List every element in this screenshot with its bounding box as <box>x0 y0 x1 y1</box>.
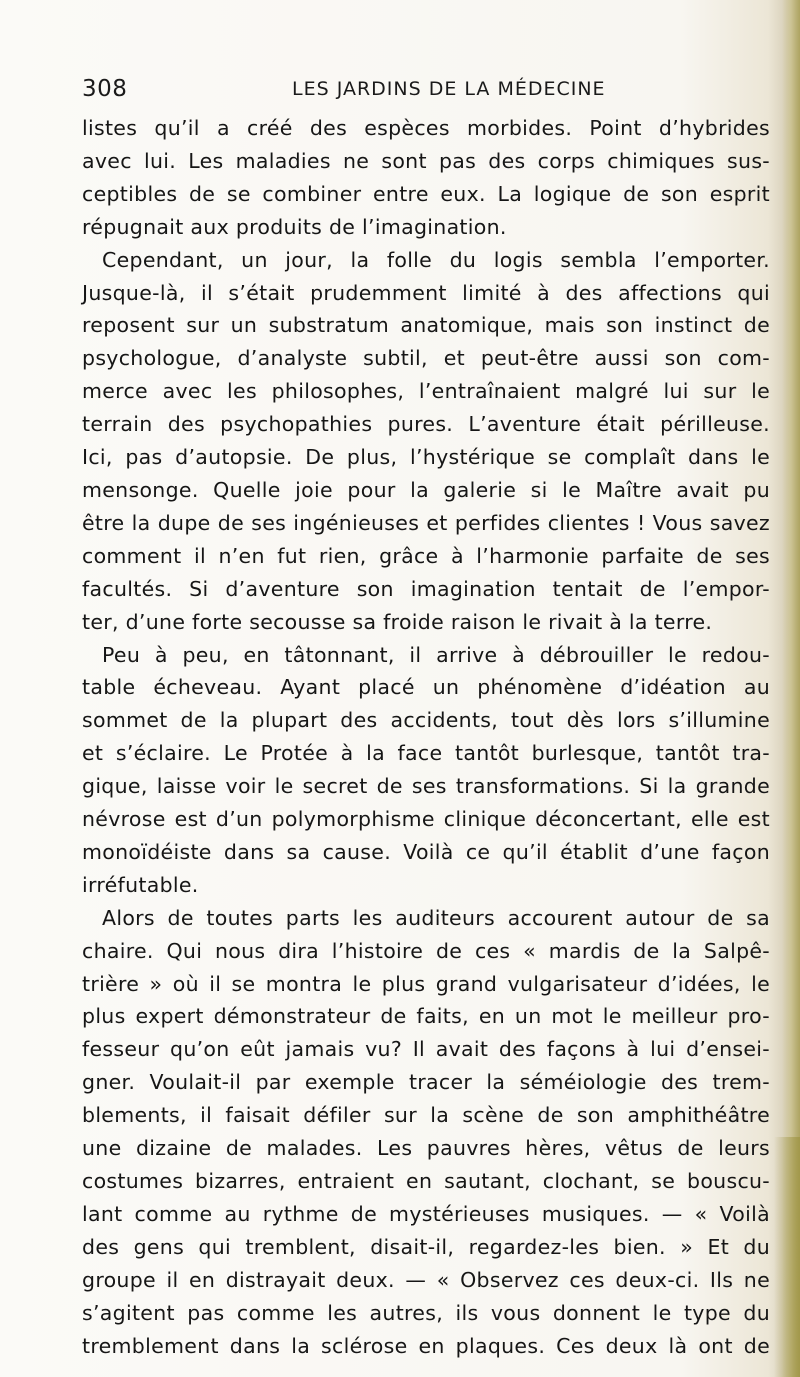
text-line: listes qu’il a créé des espèces morbides. Point d’hybrides <box>82 116 770 140</box>
text-line: table écheveau. Ayant placé un phénomène d’idéation au <box>82 675 770 700</box>
text-line: une dizaine de malades. Les pauvres hères, vêtus de leurs <box>82 1136 770 1161</box>
text-line: mensonge. Quelle joie pour la galerie si le Maître avait pu <box>82 477 770 502</box>
running-head: LES JARDINS DE LA MÉDECINE <box>292 78 606 100</box>
text-line: et s’éclaire. Le Protée à la face tantôt burlesque, tantôt tra- <box>82 741 770 766</box>
text-line: comment il n’en fut rien, grâce à l’harmonie parfaite de ses <box>82 543 770 568</box>
text-line: Ici, pas d’autopsie. De plus, l’hystérique se complaît dans le <box>82 445 770 470</box>
page-corner-shading <box>774 1137 800 1377</box>
text-line: ter, d’une forte secousse sa froide raison le rivait à la terre. <box>82 609 713 634</box>
text-line: fesseur qu’on eût jamais vu? Il avait des façons à lui d’ensei- <box>82 1037 770 1062</box>
text-line: Peu à peu, en tâtonnant, il arrive à débrouiller le redou- <box>102 642 770 667</box>
text-line: monoïdéiste dans sa cause. Voilà ce qu’il établit d’une façon <box>82 839 770 864</box>
text-line: tremblement dans la sclérose en plaques. Ces deux là ont de <box>82 1333 770 1358</box>
text-line: des gens qui tremblent, disait-il, regardez-les bien. » Et du <box>82 1234 770 1259</box>
text-line: trière » où il se montra le plus grand vulgarisateur d’idées, le <box>82 971 770 996</box>
text-line: lant comme au rythme de mystérieuses musiques. — « Voilà <box>82 1201 770 1226</box>
text-line: chaire. Qui nous dira l’histoire de ces « mardis de la Salpê- <box>82 938 770 963</box>
text-line: être la dupe de ses ingénieuses et perfides clientes ! Vous savez <box>82 510 770 535</box>
text-line: avec lui. Les maladies ne sont pas des corps chimiques sus- <box>82 148 770 173</box>
text-line: costumes bizarres, entraient en sautant, clochant, se bouscu- <box>82 1169 770 1193</box>
text-line: blements, il faisait défiler sur la scène de son amphithéâtre <box>82 1103 770 1128</box>
text-line: gique, laisse voir le secret de ses transformations. Si la grande <box>82 774 770 799</box>
text-line: groupe il en distrayait deux. — « Observez ces deux-ci. Ils ne <box>82 1267 770 1292</box>
text-line: psychologue, d’analyste subtil, et peut-être aussi son com- <box>82 346 770 371</box>
page-header <box>82 76 762 108</box>
text-line: reposent sur un substratum anatomique, mais son instinct de <box>82 313 770 338</box>
page-number: 308 <box>82 76 128 102</box>
text-line: gner. Voulait-il par exemple tracer la séméiologie des trem- <box>82 1070 770 1095</box>
text-line: Cependant, un jour, la folle du logis sembla l’emporter. <box>102 247 770 272</box>
text-line: Jusque-là, il s’était prudemment limité à des affections qui <box>82 280 770 305</box>
text-line: merce avec les philosophes, l’entraînaient malgré lui sur le <box>82 379 770 404</box>
text-line: terrain des psychopathies pures. L’aventure était périlleuse. <box>82 412 770 437</box>
text-line: facultés. Si d’aventure son imagination tentait de l’empor- <box>82 576 770 601</box>
text-line: irréfutable. <box>82 872 199 897</box>
text-line: névrose est d’un polymorphisme clinique déconcertant, elle est <box>82 807 770 832</box>
text-line: s’agitent pas comme les autres, ils vous donnent le type du <box>82 1300 770 1325</box>
text-line: ceptibles de se combiner entre eux. La logique de son esprit <box>82 181 770 206</box>
text-line: sommet de la plupart des accidents, tout dès lors s’illumine <box>82 708 770 733</box>
body-text <box>82 112 770 1362</box>
text-line: Alors de toutes parts les auditeurs accourent autour de sa <box>102 905 770 930</box>
text-line: répugnait aux produits de l’imagination. <box>82 214 507 239</box>
text-line: plus expert démonstrateur de faits, en un mot le meilleur pro- <box>82 1004 770 1029</box>
